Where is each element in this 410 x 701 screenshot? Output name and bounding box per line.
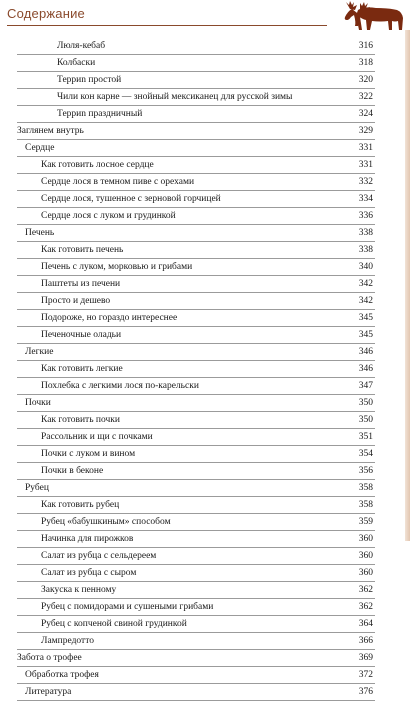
toc-row <box>17 497 375 514</box>
toc-page-number: 359 <box>358 517 373 527</box>
toc-page-number: 360 <box>358 534 373 544</box>
toc-row <box>17 344 375 361</box>
toc-page-number: 350 <box>358 398 373 408</box>
toc-row <box>17 191 375 208</box>
toc-entry-title: Чили кон карне — знойный мексиканец для русской зимы <box>57 92 293 102</box>
toc-row <box>17 531 375 548</box>
toc-page-number: 316 <box>358 41 373 51</box>
toc-row <box>17 684 375 701</box>
toc-row <box>17 242 375 259</box>
toc-page-number: 372 <box>358 670 373 680</box>
toc-row <box>17 208 375 225</box>
toc-row <box>17 276 375 293</box>
toc-page-number: 358 <box>358 500 373 510</box>
toc-entry-title: Печеночные оладьи <box>41 330 122 340</box>
toc-page-number: 345 <box>358 330 373 340</box>
toc-entry-title: Терриn простой <box>57 75 122 85</box>
toc-row <box>17 72 375 89</box>
toc-page-number: 347 <box>358 381 373 391</box>
table-of-contents <box>17 38 375 701</box>
toc-row <box>17 650 375 667</box>
toc-page-number: 331 <box>358 160 373 170</box>
toc-page-number: 354 <box>358 449 373 459</box>
toc-row <box>17 89 375 106</box>
toc-entry-title: Забота о трофее <box>17 653 82 663</box>
toc-entry-title: Колбаски <box>57 58 96 68</box>
toc-row <box>17 55 375 72</box>
toc-row <box>17 293 375 310</box>
toc-entry-title: Просто и дешево <box>41 296 111 306</box>
toc-entry-title: Сердце <box>25 143 55 153</box>
toc-entry-title: Рубец «бабушкиным» способом <box>41 517 171 527</box>
toc-row <box>17 123 375 140</box>
toc-entry-title: Почки в беконе <box>41 466 104 476</box>
toc-page-number: 318 <box>358 58 373 68</box>
toc-page-number: 342 <box>358 296 373 306</box>
toc-entry-title: Сердце лося в темном пиве с орехами <box>41 177 195 187</box>
toc-entry-title: Салат из рубца с сыром <box>41 568 137 578</box>
toc-entry-title: Почки <box>25 398 51 408</box>
toc-entry-title: Рубец <box>25 483 49 493</box>
toc-entry-title: Легкие <box>25 347 54 357</box>
header-rule <box>7 25 327 26</box>
toc-entry-title: Люля-кебаб <box>57 41 106 51</box>
toc-row <box>17 599 375 616</box>
toc-page-number: 360 <box>358 551 373 561</box>
toc-entry-title: Салат из рубца с сельдереем <box>41 551 157 561</box>
page-edge-decoration <box>405 30 410 541</box>
toc-row <box>17 327 375 344</box>
toc-row <box>17 259 375 276</box>
toc-page-number: 338 <box>358 245 373 255</box>
toc-page-number: 332 <box>358 177 373 187</box>
toc-entry-title: Рубец с помидорами и сушеными грибами <box>41 602 214 612</box>
toc-entry-title: Закуска к пенному <box>41 585 117 595</box>
toc-entry-title: Как готовить лосное сердце <box>41 160 154 170</box>
toc-entry-title: Сердце лося с луком и грудинкой <box>41 211 176 221</box>
toc-entry-title: Почки с луком и вином <box>41 449 136 459</box>
toc-row <box>17 514 375 531</box>
toc-page-number: 369 <box>358 653 373 663</box>
toc-row <box>17 480 375 497</box>
toc-row <box>17 463 375 480</box>
toc-row <box>17 106 375 123</box>
toc-page-number: 320 <box>358 75 373 85</box>
toc-entry-title: Паштеты из печени <box>41 279 121 289</box>
toc-row <box>17 225 375 242</box>
toc-page-number: 364 <box>358 619 373 629</box>
toc-page-number: 334 <box>358 194 373 204</box>
toc-row <box>17 582 375 599</box>
toc-entry-title: Заглянем внутрь <box>17 126 84 136</box>
toc-row <box>17 446 375 463</box>
toc-entry-title: Рассольник и щи с почками <box>41 432 153 442</box>
toc-entry-title: Подороже, но гораздо интереснее <box>41 313 178 323</box>
toc-page-number: 346 <box>358 347 373 357</box>
toc-entry-title: Как готовить печень <box>41 245 124 255</box>
toc-page-number: 329 <box>358 126 373 136</box>
toc-page-number: 340 <box>358 262 373 272</box>
toc-entry-title: Обработка трофея <box>25 670 99 680</box>
toc-entry-title: Сердце лося, тушенное с зерновой горчицей <box>41 194 221 204</box>
toc-row <box>17 633 375 650</box>
toc-page-number: 338 <box>358 228 373 238</box>
toc-page-number: 356 <box>358 466 373 476</box>
toc-row <box>17 378 375 395</box>
toc-entry-title: Как готовить легкие <box>41 364 123 374</box>
toc-row <box>17 395 375 412</box>
page-title: Содержание <box>7 6 85 21</box>
toc-page-number: 376 <box>358 687 373 697</box>
toc-page-number: 324 <box>358 109 373 119</box>
toc-page-number: 351 <box>358 432 373 442</box>
toc-entry-title: Терриn праздничный <box>57 109 143 119</box>
toc-entry-title: Печень с луком, морковью и грибами <box>41 262 193 272</box>
toc-page-number: 358 <box>358 483 373 493</box>
toc-entry-title: Печень <box>25 228 55 238</box>
toc-row <box>17 412 375 429</box>
toc-row <box>17 38 375 55</box>
toc-page-number: 346 <box>358 364 373 374</box>
toc-row <box>17 429 375 446</box>
toc-entry-title: Лампредотто <box>41 636 94 646</box>
moose-silhouette-icon <box>340 0 406 30</box>
page-header <box>0 0 410 30</box>
toc-entry-title: Как готовить почки <box>41 415 120 425</box>
toc-row <box>17 310 375 327</box>
toc-entry-title: Как готовить рубец <box>41 500 120 510</box>
toc-entry-title: Рубец с копченой свиной грудинкой <box>41 619 187 629</box>
toc-row <box>17 565 375 582</box>
toc-row <box>17 616 375 633</box>
toc-entry-title: Похлебка с легкими лося по-карельски <box>41 381 199 391</box>
toc-entry-title: Литература <box>25 687 72 697</box>
toc-row <box>17 361 375 378</box>
toc-page-number: 350 <box>358 415 373 425</box>
toc-row <box>17 157 375 174</box>
toc-row <box>17 548 375 565</box>
toc-page-number: 360 <box>358 568 373 578</box>
toc-page-number: 322 <box>358 92 373 102</box>
toc-page-number: 362 <box>358 602 373 612</box>
toc-page-number: 342 <box>358 279 373 289</box>
toc-page-number: 366 <box>358 636 373 646</box>
toc-entry-title: Начинка для пирожков <box>41 534 134 544</box>
toc-page-number: 336 <box>358 211 373 221</box>
toc-row <box>17 140 375 157</box>
toc-page-number: 331 <box>358 143 373 153</box>
toc-row <box>17 174 375 191</box>
toc-page-number: 362 <box>358 585 373 595</box>
toc-row <box>17 667 375 684</box>
toc-page-number: 345 <box>358 313 373 323</box>
